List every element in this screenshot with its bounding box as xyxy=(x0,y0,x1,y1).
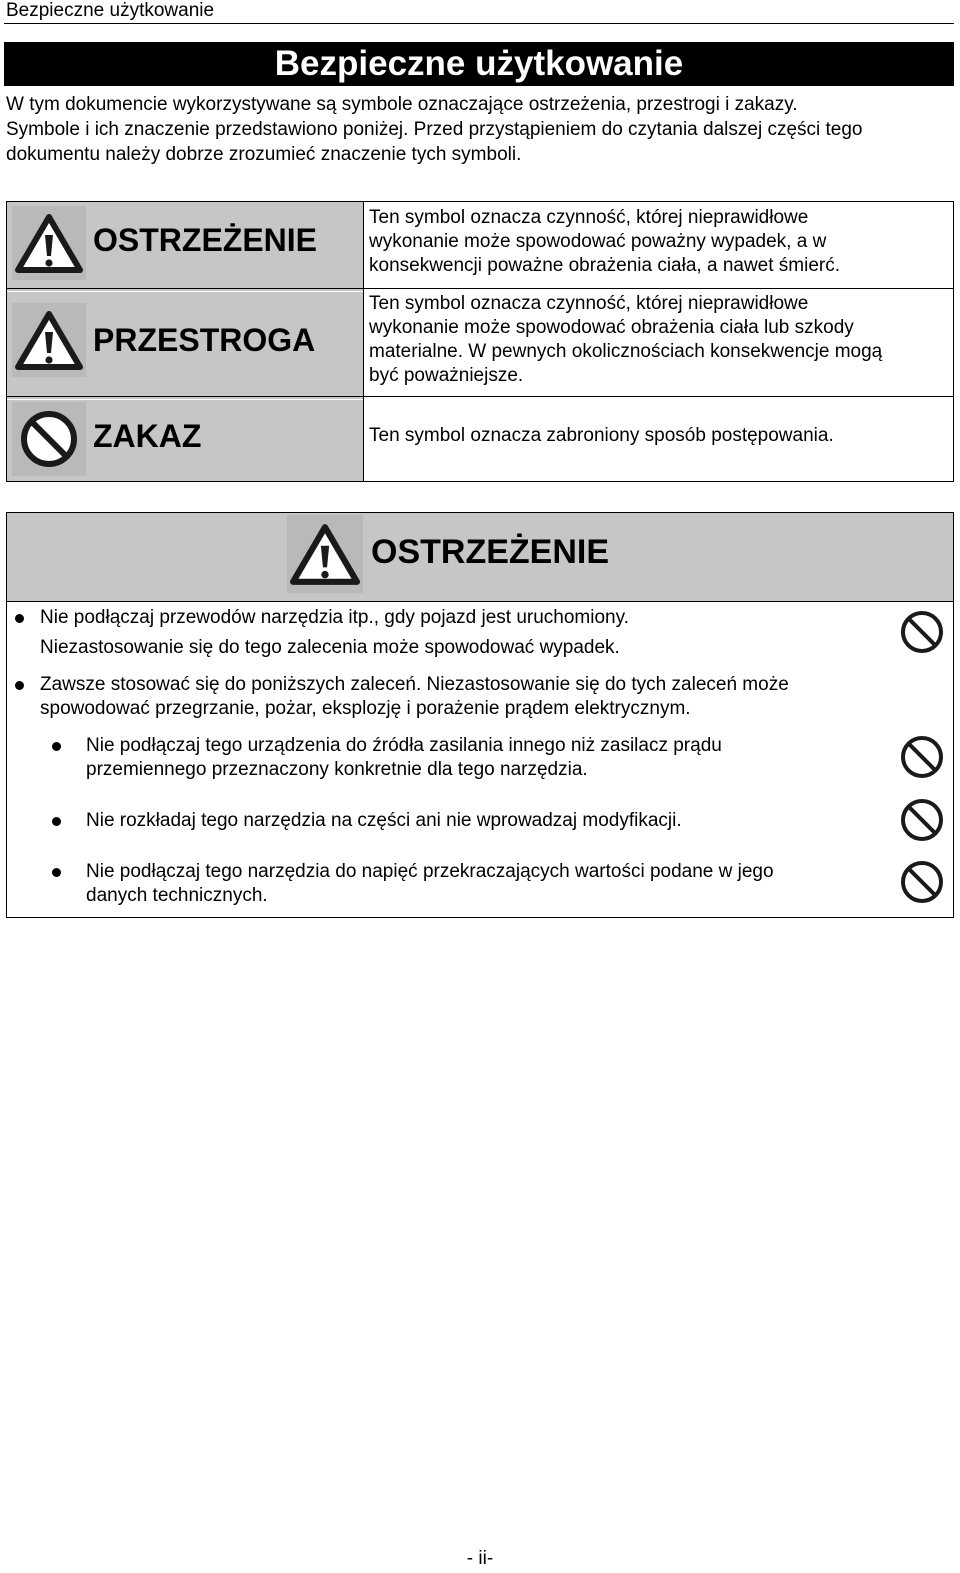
list-subitem xyxy=(86,734,722,782)
warning-triangle-icon xyxy=(287,515,363,593)
legend-row-divider-highlight xyxy=(7,291,363,292)
list-subitem xyxy=(86,860,774,908)
legend-desc-prohibition xyxy=(369,424,949,448)
item-line: Niezastosowanie się do tego zalecenia może spowodować wypadek. xyxy=(40,637,620,658)
legend-column-divider xyxy=(363,202,364,481)
legend-row-divider xyxy=(7,396,953,397)
list-item xyxy=(40,673,789,721)
item-line: Nie podłączaj przewodów narzędzia itp., gdy pojazd jest uruchomiony. xyxy=(40,607,629,628)
prohibition-icon xyxy=(899,734,945,785)
desc-line: materialne. W pewnych okolicznościach konsekwencje mogą xyxy=(369,341,883,362)
desc-line: wykonanie może spowodować obrażenia ciała lub szkody xyxy=(369,317,854,338)
running-header: Bezpieczne użytkowanie xyxy=(6,0,215,21)
bullet-icon xyxy=(15,614,24,623)
prohibition-icon xyxy=(12,402,86,476)
item-line: spowodować przegrzanie, pożar, eksplozję i porażenie prądem elektrycznym. xyxy=(40,698,691,719)
legend-desc-warning xyxy=(369,206,949,278)
list-item xyxy=(40,606,629,660)
warning-triangle-icon xyxy=(12,303,86,377)
desc-line: Ten symbol oznacza czynność, której nieprawidłowe xyxy=(369,207,809,228)
item-line: danych technicznych. xyxy=(86,885,268,906)
intro-line: W tym dokumencie wykorzystywane są symbole oznaczające ostrzeżenia, przestrogi i zakazy. xyxy=(6,94,798,115)
page-title: Bezpieczne użytkowanie xyxy=(4,42,954,86)
legend-label-caution: PRZESTROGA xyxy=(93,322,316,358)
warning-triangle-icon xyxy=(12,206,86,280)
item-line: Nie podłączaj tego urządzenia do źródła zasilania innego niż zasilacz prądu xyxy=(86,735,722,756)
bullet-icon xyxy=(52,742,61,751)
desc-line: konsekwencji poważne obrażenia ciała, a nawet śmierć. xyxy=(369,255,841,276)
warning-box-header xyxy=(7,513,953,602)
page-number: - ii- xyxy=(466,1548,494,1569)
desc-line: Ten symbol oznacza zabroniony sposób postępowania. xyxy=(369,425,834,446)
legend-desc-caution xyxy=(369,292,949,388)
list-subitem xyxy=(86,809,682,833)
desc-line: Ten symbol oznacza czynność, której nieprawidłowe xyxy=(369,293,809,314)
warning-box xyxy=(6,512,954,918)
warning-box-title: OSTRZEŻENIE xyxy=(371,533,610,571)
prohibition-icon xyxy=(899,609,945,660)
legend-row-divider-highlight xyxy=(7,399,363,400)
desc-line: być poważniejsze. xyxy=(369,365,524,386)
item-line: Nie rozkładaj tego narzędzia na części ani nie wprowadzaj modyfikacji. xyxy=(86,810,682,831)
legend-label-warning: OSTRZEŻENIE xyxy=(93,222,318,258)
item-line: Zawsze stosować się do poniższych zaleceń. Niezastosowanie się do tych zaleceń może xyxy=(40,674,789,695)
prohibition-icon xyxy=(899,859,945,910)
intro-line: dokumentu należy dobrze zrozumieć znaczenie tych symboli. xyxy=(6,144,522,165)
intro-line: Symbole i ich znaczenie przedstawiono poniżej. Przed przystąpieniem do czytania dalszej części tego xyxy=(6,119,863,140)
symbol-legend-table xyxy=(6,201,954,482)
desc-line: wykonanie może spowodować poważny wypadek, a w xyxy=(369,231,827,252)
header-divider xyxy=(4,23,954,24)
bullet-icon xyxy=(15,681,24,690)
item-line: Nie podłączaj tego narzędzia do napięć przekraczających wartości podane w jego xyxy=(86,861,774,882)
bullet-icon xyxy=(52,817,61,826)
bullet-icon xyxy=(52,868,61,877)
legend-label-prohibition: ZAKAZ xyxy=(93,418,202,454)
legend-row-divider xyxy=(7,288,953,289)
prohibition-icon xyxy=(899,797,945,848)
intro-paragraph xyxy=(6,92,952,167)
item-line: przemiennego przeznaczony konkretnie dla tego narzędzia. xyxy=(86,759,588,780)
